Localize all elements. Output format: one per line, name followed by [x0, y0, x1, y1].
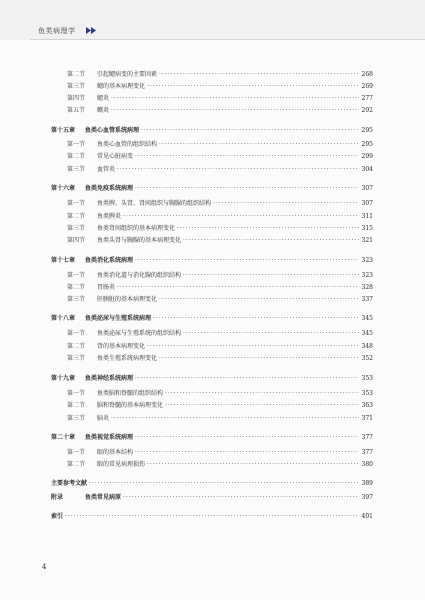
dot-leader — [117, 166, 359, 174]
dot-leader — [165, 402, 359, 410]
toc-section-entry[interactable] — [67, 415, 373, 423]
entry-page-number: 345 — [361, 315, 373, 322]
dot-leader — [183, 330, 359, 338]
dot-leader — [135, 449, 359, 457]
entry-page-number: 353 — [361, 390, 373, 397]
entry-title: 鱼类心血管的组织结构 — [97, 141, 158, 148]
dot-leader — [111, 95, 359, 103]
entry-page-number: 377 — [361, 449, 373, 456]
dot-leader — [159, 71, 359, 79]
entry-number: 第二节 — [67, 71, 86, 78]
dot-leader — [135, 375, 359, 383]
entry-page-number: 323 — [361, 272, 373, 279]
entry-title: 鱼类脾炎 — [97, 213, 122, 220]
toc-section-entry[interactable] — [67, 284, 373, 292]
entry-page-number: 352 — [361, 355, 373, 362]
entry-title: 鱼类视觉系统病理 — [85, 434, 134, 441]
entry-page-number: 348 — [361, 343, 373, 350]
entry-number: 第二节 — [67, 153, 86, 160]
entry-number: 第十七章 — [51, 257, 76, 264]
entry-number: 第一节 — [67, 330, 86, 337]
entry-number: 第二节 — [67, 284, 86, 291]
dot-leader — [159, 355, 359, 363]
toc-section-entry[interactable] — [67, 343, 373, 351]
toc-section-entry[interactable] — [67, 272, 373, 280]
dot-leader — [183, 272, 359, 280]
dot-leader — [135, 153, 359, 161]
dot-leader — [159, 296, 359, 304]
dot-leader — [135, 434, 359, 442]
entry-number: 第一节 — [67, 390, 86, 397]
toc-section-entry[interactable] — [67, 330, 373, 338]
entry-page-number: 397 — [361, 494, 373, 501]
entry-title: 肝胰脏的基本病理变化 — [97, 296, 158, 303]
entry-title: 鱼类生殖系统病理变化 — [97, 355, 158, 362]
entry-title: 常见心脏病变 — [97, 153, 134, 160]
entry-title: 鱼类免疫系统病理 — [85, 185, 134, 192]
entry-page-number: 345 — [361, 330, 373, 337]
entry-page-number: 353 — [361, 375, 373, 382]
toc-section-entry[interactable] — [67, 200, 373, 208]
entry-number: 第四节 — [67, 95, 86, 102]
toc-section-entry[interactable] — [67, 95, 373, 103]
toc-section-entry[interactable] — [67, 461, 373, 469]
entry-title: 鱼类消化道与消化腺的组织结构 — [97, 272, 182, 279]
entry-title: 鳃炎 — [97, 95, 110, 102]
entry-title: 脑炎 — [97, 415, 110, 422]
dot-leader — [159, 141, 359, 149]
entry-number: 第四节 — [67, 237, 86, 244]
toc-section-entry[interactable] — [67, 141, 373, 149]
toc-section-entry[interactable] — [67, 296, 373, 304]
toc-section-entry[interactable] — [67, 225, 373, 233]
entry-title: 鳔炎 — [97, 107, 110, 114]
entry-page-number: 371 — [361, 415, 373, 422]
entry-page-number: 321 — [361, 237, 373, 244]
entry-number: 第一节 — [67, 141, 86, 148]
entry-title: 肾的基本病理变化 — [97, 343, 146, 350]
entry-number: 第三节 — [67, 355, 86, 362]
book-title: 鱼类病理学 — [38, 27, 76, 35]
entry-page-number: 292 — [361, 107, 373, 114]
entry-title: 鱼类心血管系统病理 — [85, 127, 140, 134]
entry-number: 第三节 — [67, 166, 86, 173]
toc-chapter-entry[interactable] — [51, 513, 373, 521]
entry-title: 血管炎 — [97, 166, 116, 173]
toc-chapter-entry[interactable] — [51, 257, 373, 265]
entry-page-number: 307 — [361, 185, 373, 192]
entry-number: 第三节 — [67, 296, 86, 303]
toc-chapter-entry[interactable] — [51, 315, 373, 323]
entry-page-number: 277 — [361, 95, 373, 102]
dot-leader — [111, 107, 359, 115]
entry-title: 眼的常见病理损伤 — [97, 461, 146, 468]
entry-title: 鱼类消化系统病理 — [85, 257, 134, 264]
entry-title: 鱼类神经系统病理 — [85, 375, 134, 382]
entry-number: 第十五章 — [51, 127, 76, 134]
entry-number: 第一节 — [67, 449, 86, 456]
entry-number: 第二节 — [67, 213, 86, 220]
toc-section-entry[interactable] — [67, 355, 373, 363]
entry-title: 鱼类肾间组织的基本病理变化 — [97, 225, 176, 232]
page-number: 4 — [42, 563, 47, 571]
toc-section-entry[interactable] — [67, 71, 373, 79]
entry-page-number: 304 — [361, 166, 373, 173]
dot-leader — [135, 257, 359, 265]
entry-number: 第二十章 — [51, 434, 76, 441]
toc-section-entry[interactable] — [67, 83, 373, 91]
entry-title: 鱼类常见病原 — [85, 494, 122, 501]
entry-title: 索引 — [51, 513, 64, 520]
entry-title: 鱼类脾、头肾、肾间组织与胸腺的组织结构 — [97, 200, 212, 207]
dot-leader — [213, 200, 359, 208]
entry-title: 鱼类头肾与胸腺的基本病理变化 — [97, 237, 182, 244]
entry-title: 鱼类脑和脊髓的组织结构 — [97, 390, 164, 397]
toc-section-entry[interactable] — [67, 107, 373, 115]
entry-number: 第二节 — [67, 402, 86, 409]
dot-leader — [65, 513, 359, 521]
toc-chapter-entry[interactable] — [51, 494, 373, 502]
toc-section-entry[interactable] — [67, 153, 373, 161]
entry-page-number: 315 — [361, 225, 373, 232]
toc-section-entry[interactable] — [67, 390, 373, 398]
entry-number: 第五节 — [67, 107, 86, 114]
entry-title: 鱼类泌尿与生殖系统的组织结构 — [97, 330, 182, 337]
entry-number: 附录 — [51, 494, 64, 501]
toc-chapter-entry[interactable] — [51, 185, 373, 193]
dot-leader — [147, 343, 359, 351]
entry-page-number: 401 — [361, 513, 373, 520]
entry-page-number: 377 — [361, 434, 373, 441]
entry-number: 第三节 — [67, 225, 86, 232]
entry-page-number: 268 — [361, 71, 373, 78]
entry-title: 胃肠炎 — [97, 284, 116, 291]
toc-chapter-entry[interactable] — [51, 480, 373, 488]
entry-page-number: 269 — [361, 83, 373, 90]
toc-section-entry[interactable] — [67, 237, 373, 245]
entry-page-number: 337 — [361, 296, 373, 303]
entry-title: 主要参考文献 — [51, 480, 88, 487]
entry-page-number: 295 — [361, 141, 373, 148]
entry-page-number: 328 — [361, 284, 373, 291]
entry-page-number: 295 — [361, 127, 373, 134]
entry-title: 脑和脊髓的基本病理变化 — [97, 402, 164, 409]
entry-title: 鱼类泌尿与生殖系统病理 — [85, 315, 152, 322]
toc-chapter-entry[interactable] — [51, 127, 373, 135]
toc-section-entry[interactable] — [67, 449, 373, 457]
entry-page-number: 323 — [361, 257, 373, 264]
entry-page-number: 299 — [361, 153, 373, 160]
dot-leader — [135, 185, 359, 193]
entry-page-number: 307 — [361, 200, 373, 207]
entry-title: 鳃的基本病理变化 — [97, 83, 146, 90]
entry-page-number: 311 — [361, 213, 373, 220]
dot-leader — [123, 213, 359, 221]
dot-leader — [165, 390, 359, 398]
entry-number: 第十六章 — [51, 185, 76, 192]
dot-leader — [177, 225, 359, 233]
toc-chapter-entry[interactable] — [51, 434, 373, 442]
dot-leader — [123, 494, 359, 502]
entry-title: 眼的基本结构 — [97, 449, 134, 456]
entry-number: 第三节 — [67, 83, 86, 90]
dot-leader — [111, 415, 359, 423]
dot-leader — [117, 284, 359, 292]
dot-leader — [183, 237, 359, 245]
dot-leader — [89, 480, 359, 488]
toc-chapter-entry[interactable] — [51, 375, 373, 383]
entry-number: 第二节 — [67, 343, 86, 350]
dot-leader — [147, 83, 359, 91]
toc-section-entry[interactable] — [67, 402, 373, 410]
entry-page-number: 363 — [361, 402, 373, 409]
entry-number: 第一节 — [67, 200, 86, 207]
entry-title: 引起鳃病变的主要因素 — [97, 71, 158, 78]
entry-number: 第十八章 — [51, 315, 76, 322]
dot-leader — [147, 461, 359, 469]
dot-leader — [141, 127, 359, 135]
entry-number: 第十九章 — [51, 375, 76, 382]
toc-section-entry[interactable] — [67, 166, 373, 174]
entry-page-number: 380 — [361, 461, 373, 468]
dot-leader — [153, 315, 359, 323]
entry-page-number: 389 — [361, 480, 373, 487]
toc-section-entry[interactable] — [67, 213, 373, 221]
entry-number: 第二节 — [67, 461, 86, 468]
entry-number: 第一节 — [67, 272, 86, 279]
entry-number: 第三节 — [67, 415, 86, 422]
